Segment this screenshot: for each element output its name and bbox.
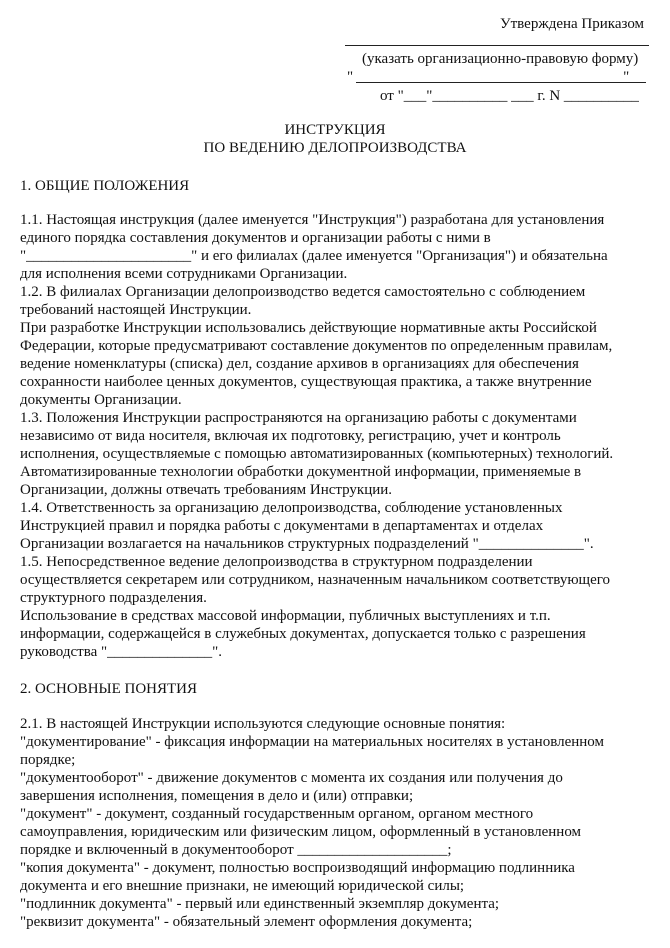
paragraph-line: документы Организации. xyxy=(20,392,182,408)
paragraph-line: порядке; xyxy=(20,752,76,768)
paragraph-line: Использование в средствах массовой информации, публичных выступлениях и т.п. xyxy=(20,608,551,624)
paragraph-line: руководства "______________". xyxy=(20,644,223,660)
paragraph-line: самоуправления, юридическим или физическим лицом, оформленный в установленном xyxy=(20,824,582,840)
paragraph-line: для исполнения всеми сотрудниками Организации. xyxy=(20,266,348,282)
legal-form-hint: (указать организационно-правовую форму) xyxy=(362,51,639,67)
paragraph-line: "подлинник документа" - первый или единственный экземпляр документа; xyxy=(20,896,500,912)
paragraph-line: независимо от вида носителя, включая их подготовку, регистрацию, учет и контроль xyxy=(20,428,561,444)
paragraph-line: 1.4. Ответственность за организацию делопроизводства, соблюдение установленных xyxy=(20,500,563,516)
document-title: ИНСТРУКЦИЯ xyxy=(284,122,386,138)
approved-by-order: Утверждена Приказом xyxy=(500,16,645,32)
paragraph-line: сохранности наиболее ценных документов, существующая практика, а также внутренние xyxy=(20,374,592,390)
paragraph-line: документа и его внешние признаки, не имеющий юридической силы; xyxy=(20,878,465,894)
section-2-body xyxy=(20,715,660,931)
paragraph-line: информации, содержащейся в служебных документах, допускается только с разрешения xyxy=(20,626,586,642)
paragraph-line: "копия документа" - документ, полностью воспроизводящий информацию подлинника xyxy=(20,860,575,876)
paragraph-line: "документ" - документ, созданный государственным органом, органом местного xyxy=(20,806,534,822)
paragraph-line: исполнения, осуществляемые с помощью автоматизированных (компьютерных) технологий. xyxy=(20,446,614,462)
section-1-heading: 1. ОБЩИЕ ПОЛОЖЕНИЯ xyxy=(20,178,190,194)
paragraph-line: "документирование" - фиксация информации на материальных носителях в установленном xyxy=(20,734,604,750)
paragraph-line: Инструкцией правил и порядка работы с документами в департаментах и отделах xyxy=(20,518,544,534)
paragraph-line: 1.3. Положения Инструкции распространяются на организацию работы с документами xyxy=(20,410,577,426)
paragraph-line: Федерации, которые предусматривают составление документов по определенным правилам, xyxy=(20,338,613,354)
document-subtitle: ПО ВЕДЕНИЮ ДЕЛОПРОИЗВОДСТВА xyxy=(203,140,467,156)
quotes-line: " " xyxy=(347,69,630,85)
paragraph-line: 1.5. Непосредственное ведение делопроизводства в структурном подразделении xyxy=(20,554,533,570)
paragraph-line: Организации, должны отвечать требованиям Инструкции. xyxy=(20,482,393,498)
paragraph-line: Организации возлагается на начальников структурных подразделений "______________". xyxy=(20,536,594,552)
section-1-body xyxy=(20,211,660,661)
paragraph-line: 1.1. Настоящая инструкция (далее именуется "Инструкция") разработана для установления xyxy=(20,212,605,228)
paragraph-line: завершения исполнения, помещения в дело и (или) отправки; xyxy=(20,788,414,804)
order-name-underline xyxy=(345,45,649,46)
paragraph-line: 1.2. В филиалах Организации делопроизводство ведется самостоятельно с соблюдением xyxy=(20,284,586,300)
paragraph-line: осуществляется секретарем или сотрудником, назначенным начальником соответствующего xyxy=(20,572,611,588)
paragraph-line: Автоматизированные технологии обработки документной информации, применяемые в xyxy=(20,464,582,480)
paragraph-line: порядке и включенный в документооборот ____________________; xyxy=(20,842,452,858)
paragraph-line: "______________________" и его филиалах (далее именуется "Организация") и обязательна xyxy=(20,248,608,264)
paragraph-line: единого порядка составления документов и организации работы с ними в xyxy=(20,230,491,246)
order-date-line: от "___"__________ ___ г. N __________ xyxy=(380,88,639,104)
paragraph-line: структурного подразделения. xyxy=(20,590,207,606)
paragraph-line: требований настоящей Инструкции. xyxy=(20,302,252,318)
paragraph-line: ведение номенклатуры (списка) дел, создание архивов в организациях для обеспечения xyxy=(20,356,579,372)
paragraph-line: "документооборот" - движение документов с момента их создания или получения до xyxy=(20,770,563,786)
paragraph-line: 2.1. В настоящей Инструкции используются следующие основные понятия: xyxy=(20,716,506,732)
org-name-underline xyxy=(356,82,646,83)
paragraph-line: "реквизит документа" - обязательный элемент оформления документа; xyxy=(20,914,473,930)
section-2-heading: 2. ОСНОВНЫЕ ПОНЯТИЯ xyxy=(20,681,198,697)
paragraph-line: При разработке Инструкции использовались действующие нормативные акты Российской xyxy=(20,320,597,336)
